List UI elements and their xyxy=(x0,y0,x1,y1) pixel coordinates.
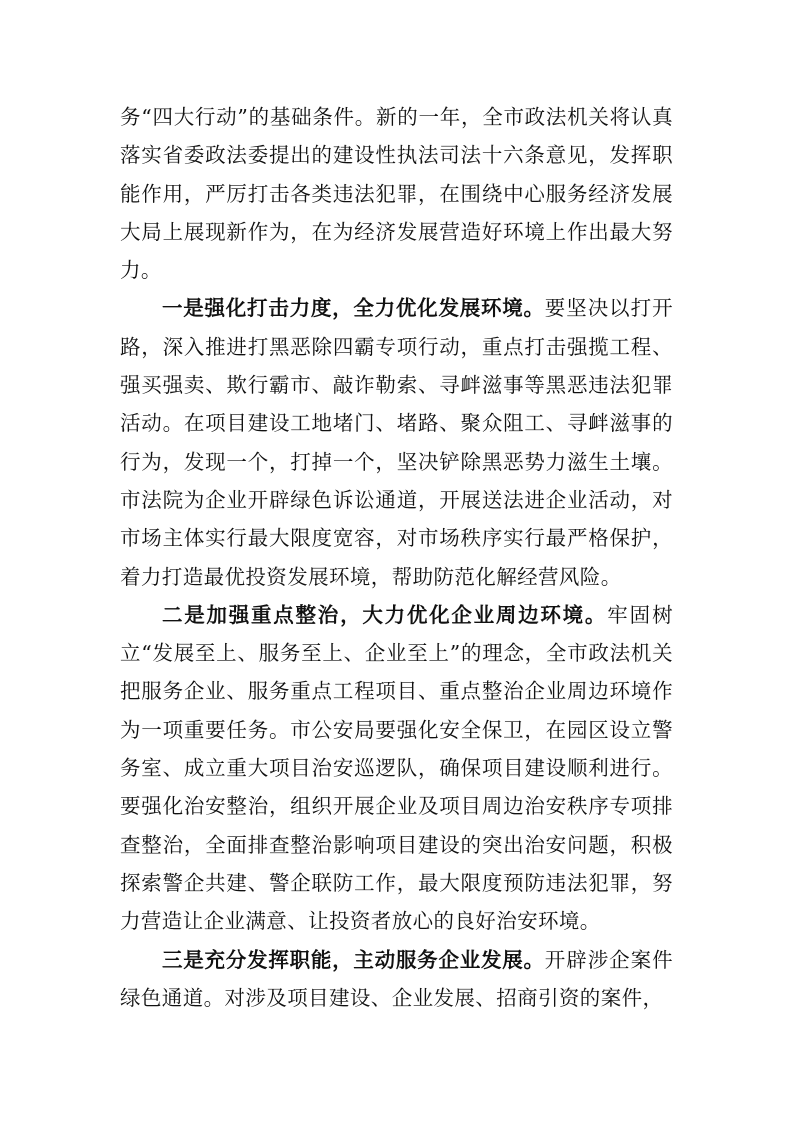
paragraph-heading: 二是加强重点整治，大力优化企业周边环境。 xyxy=(162,602,608,627)
paragraph-continuation xyxy=(120,98,673,289)
paragraph-body: 务“四大行动”的基础条件。新的一年，全市政法机关将认真落实省委政法委提出的建设性执法司法十六条意见，发挥职能作用，严厉打击各类违法犯罪，在围绕中心服务经济发展大局上展现新作为，在为经济发展营造好环境上作出最大努力。 xyxy=(120,105,673,283)
paragraph-point-two xyxy=(120,596,673,941)
paragraph-body: 开辟涉企案件绿色通道。对涉及项目建设、企业发展、招商引资的案件， xyxy=(120,947,673,1010)
paragraph-heading: 三是充分发挥职能，主动服务企业发展。 xyxy=(162,947,545,972)
paragraph-point-three xyxy=(120,941,673,1018)
paragraph-point-one xyxy=(120,289,673,595)
paragraph-heading: 一是强化打击力度，全力优化发展环境。 xyxy=(162,296,545,321)
document-page xyxy=(120,98,673,1017)
paragraph-body: 牢固树立“发展至上、服务至上、企业至上”的理念，全市政法机关把服务企业、服务重点工程项目、重点整治企业周边环境作为一项重要任务。市公安局要强化安全保卫，在园区设立警务室、成立重大项目治安巡逻队，确保项目建设顺利进行。要强化治安整治，组织开展企业及项目周边治安秩序专项排查整治，全面排查整治影响项目建设的突出治安问题，积极探索警企共建、警企联防工作，最大限度预防违法犯罪，努力营造让企业满意、让投资者放心的良好治安环境。 xyxy=(120,602,674,934)
paragraph-body: 要坚决以打开路，深入推进打黑恶除四霸专项行动，重点打击强揽工程、强买强卖、欺行霸市、敲诈勒索、寻衅滋事等黑恶违法犯罪活动。在项目建设工地堵门、堵路、聚众阻工、寻衅滋事的行为，发现一个，打掉一个，坚决铲除黑恶势力滋生土壤。市法院为企业开辟绿色诉讼通道，开展送法进企业活动，对市场主体实行最大限度宽容，对市场秩序实行最严格保护，着力打造最优投资发展环境，帮助防范化解经营风险。 xyxy=(120,296,673,589)
